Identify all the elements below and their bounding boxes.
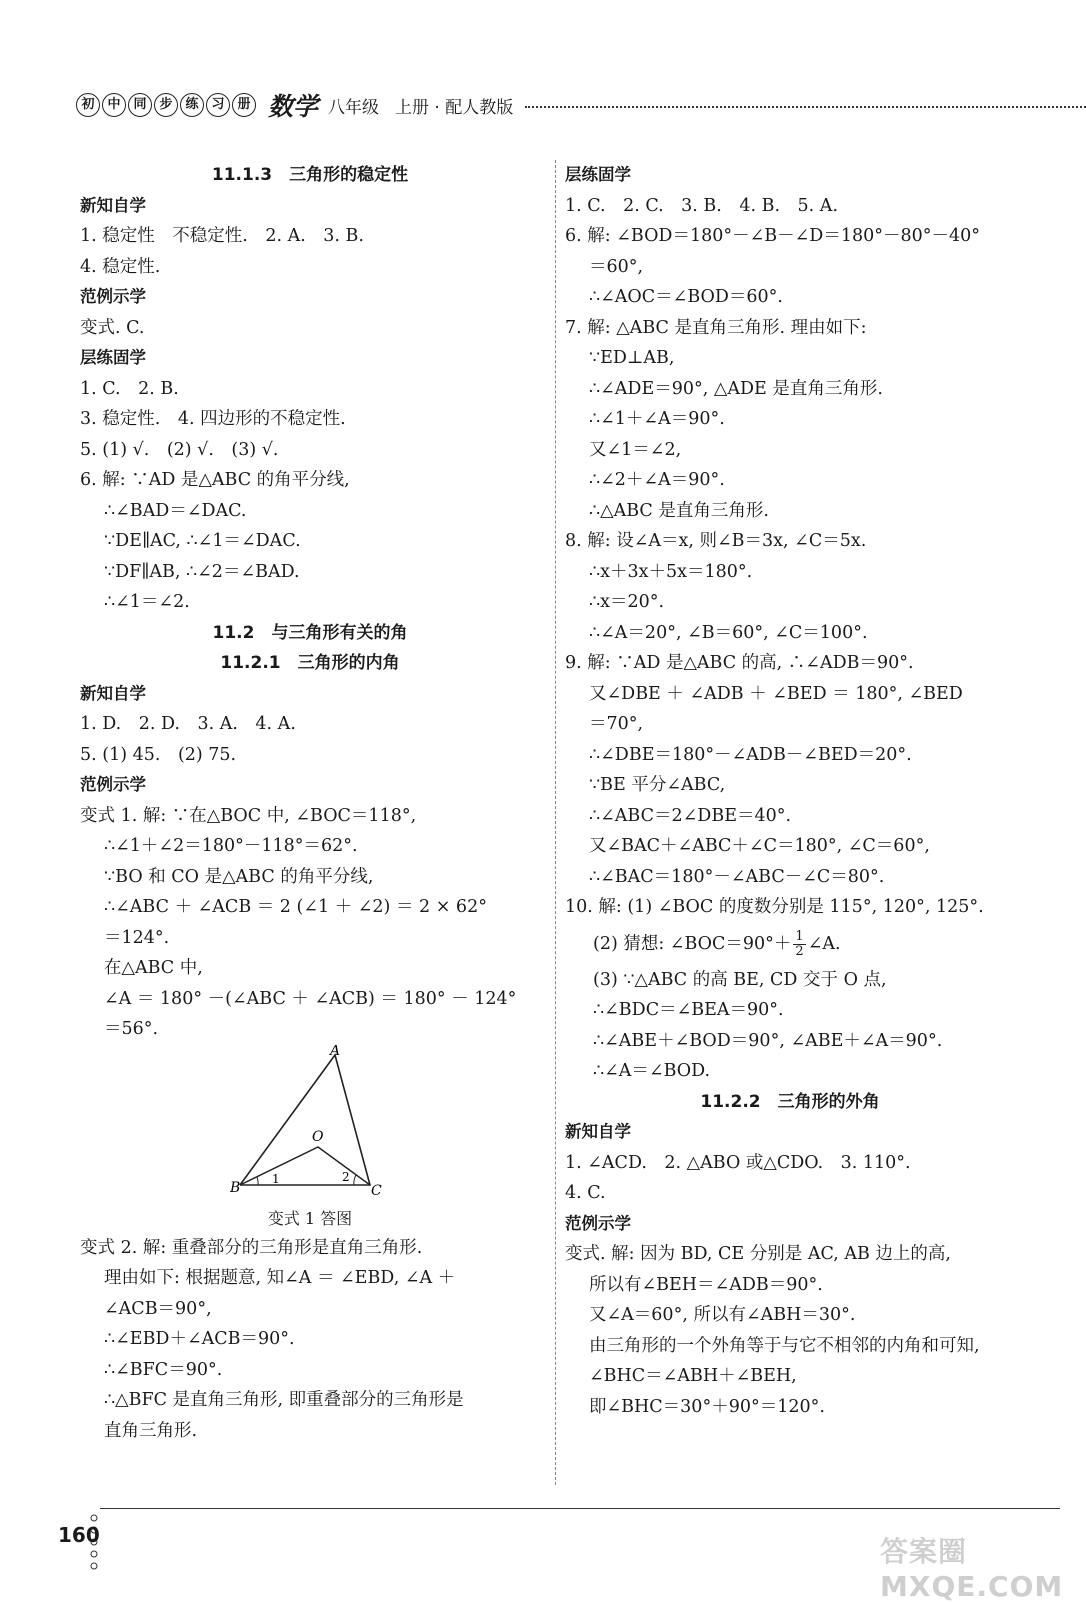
subheading: 范例示学 xyxy=(80,287,146,306)
answer-text: ∠A. xyxy=(807,933,841,954)
section-title: 11.2.1 三角形的内角 xyxy=(220,653,400,673)
answer-line: 又∠DBE ＋ ∠ADB ＋ ∠BED ＝ 180°, ∠BED xyxy=(589,683,963,704)
answer-line: 8. 解: 设∠A＝x, 则∠B＝3x, ∠C＝5x. xyxy=(565,531,867,551)
answer-line: ∴∠1＋∠A＝90°. xyxy=(589,409,725,429)
answer-line: 6. 解: ∠BOD＝180°－∠B－∠D＝180°－80°－40° xyxy=(565,226,981,246)
subheading: 范例示学 xyxy=(80,775,146,794)
answer-line: 变式 2. 解: 重叠部分的三角形是直角三角形. xyxy=(80,1237,423,1258)
answer-line: ∠A ＝ 180° －(∠ABC ＋ ∠ACB) ＝ 180° － 124° xyxy=(104,988,517,1009)
subheading: 层练固学 xyxy=(80,348,146,367)
answer-line: ∠BHC＝∠ABH＋∠BEH, xyxy=(589,1366,797,1386)
subject-title: 数学 xyxy=(268,92,319,121)
answer-line: ＝56°. xyxy=(104,1019,159,1039)
answer-line: 4. 稳定性. xyxy=(80,256,161,277)
series-char: 步 xyxy=(154,93,178,117)
answer-line: 变式 1. 解: ∵在△BOC 中, ∠BOC＝118°, xyxy=(80,805,417,826)
answer-line: 5. (1) √. (2) √. (3) √. xyxy=(80,439,279,460)
triangle-abc xyxy=(240,1055,370,1185)
answer-line: 1. C. 2. B. xyxy=(80,378,179,399)
answer-line: 1. ∠ACD. 2. △ABO 或△CDO. 3. 110°. xyxy=(565,1152,911,1173)
answer-line: ∴∠A＝20°, ∠B＝60°, ∠C＝100°. xyxy=(589,622,868,643)
section-title: 11.2.2 三角形的外角 xyxy=(700,1091,880,1112)
subheading: 范例示学 xyxy=(565,1213,631,1233)
vertex-c-label: C xyxy=(371,1182,382,1195)
answer-line: ∴∠DBE＝180°－∠ADB－∠BED＝20°. xyxy=(589,744,912,765)
answer-line: ∴∠BDC＝∠BEA＝90°. xyxy=(593,1000,784,1020)
answer-text: (2) 猜想: ∠BOC＝90°＋ xyxy=(593,933,792,954)
answer-line: ∴∠AOC＝∠BOD＝60°. xyxy=(589,287,783,307)
answer-line: ∵DE∥AC, ∴∠1＝∠DAC. xyxy=(104,531,301,551)
answer-line: 6. 解: ∵AD 是△ABC 的角平分线, xyxy=(80,470,350,490)
answer-line-fraction xyxy=(565,923,1015,965)
subheading: 新知自学 xyxy=(80,683,146,703)
section-title: 11.2 与三角形有关的角 xyxy=(212,622,408,643)
answer-line: ∴∠A＝∠BOD. xyxy=(593,1061,711,1081)
footer-rule xyxy=(100,1508,1060,1509)
grade-label: 八年级 xyxy=(328,97,380,118)
answer-line: 由三角形的一个外角等于与它不相邻的内角和可知, xyxy=(589,1335,980,1356)
fraction-numerator: 1 xyxy=(795,928,804,944)
subheading: 层练固学 xyxy=(565,165,631,184)
answer-line: ∴∠BAD＝∠DAC. xyxy=(104,500,247,521)
page-header xyxy=(76,88,1086,122)
watermark: 答案圈 MXQE.COM xyxy=(880,1535,1064,1603)
triangle-diagram xyxy=(230,1045,400,1195)
answer-line: 变式. 解: 因为 BD, CE 分别是 AC, AB 边上的高, xyxy=(565,1244,951,1264)
answer-line: ∴△ABC 是直角三角形. xyxy=(589,500,769,521)
answer-line: ∴∠1＋∠2＝180°－118°＝62°. xyxy=(104,836,358,856)
volume-label: 上册 · 配人教版 xyxy=(395,97,514,118)
answer-line: ∠ACB＝90°, xyxy=(104,1298,212,1319)
vertex-b-label: B xyxy=(230,1179,241,1195)
answer-line: ∴∠ADE＝90°, △ADE 是直角三角形. xyxy=(589,378,883,399)
answer-line: 1. 稳定性 不稳定性. 2. A. 3. B. xyxy=(80,226,364,246)
header-dotted-rule xyxy=(525,106,1086,108)
answer-line: 7. 解: △ABC 是直角三角形. 理由如下: xyxy=(565,317,867,338)
answer-line: ∴∠EBD＋∠ACB＝90°. xyxy=(104,1329,295,1349)
answer-line: ∵BE 平分∠ABC, xyxy=(589,775,726,795)
subheading: 新知自学 xyxy=(565,1122,631,1141)
answer-line: ∴∠2＋∠A＝90°. xyxy=(589,470,725,490)
page-number: 160 xyxy=(58,1523,100,1547)
answer-line: 在△ABC 中, xyxy=(104,958,203,978)
subheading: 新知自学 xyxy=(80,195,146,215)
answer-line: ∴∠ABC＝2∠DBE＝40°. xyxy=(589,805,792,826)
right-column xyxy=(565,160,1015,1422)
answer-line: ∴∠1＝∠2. xyxy=(104,592,190,612)
figure-caption: 变式 1 答图 xyxy=(267,1208,353,1228)
answer-line: ∵ED⊥AB, xyxy=(589,348,675,368)
fraction-one-half xyxy=(793,930,805,959)
answer-line: 即∠BHC＝30°＋90°＝120°. xyxy=(589,1396,825,1417)
series-char: 习 xyxy=(206,93,230,117)
answer-line: ∴∠ABC ＋ ∠ACB ＝ 2 (∠1 ＋ ∠2) ＝ 2 × 62° xyxy=(104,897,487,917)
answer-line: ∴△BFC 是直角三角形, 即重叠部分的三角形是 xyxy=(104,1390,464,1410)
answer-line: ∵BO 和 CO 是△ABC 的角平分线, xyxy=(104,866,374,887)
answer-line: ＝124°. xyxy=(104,927,170,948)
answer-line: 10. 解: (1) ∠BOC 的度数分别是 115°, 120°, 125°. xyxy=(565,897,984,917)
answer-line: 1. D. 2. D. 3. A. 4. A. xyxy=(80,714,296,734)
answer-line: ∴x＝20°. xyxy=(589,592,665,612)
point-o-label: O xyxy=(312,1128,324,1145)
answer-line: 又∠A＝60°, 所以有∠ABH＝30°. xyxy=(589,1305,856,1325)
answer-line: ∴∠BFC＝90°. xyxy=(104,1359,223,1380)
answer-line: 所以有∠BEH＝∠ADB＝90°. xyxy=(589,1274,823,1295)
answer-line: 1. C. 2. C. 3. B. 4. B. 5. A. xyxy=(565,195,839,216)
answer-line: ∴x＋3x＋5x＝180°. xyxy=(589,561,753,582)
answer-line: 又∠BAC＋∠ABC＋∠C＝180°, ∠C＝60°, xyxy=(589,836,930,856)
column-divider xyxy=(555,160,556,1485)
vertex-a-label: A xyxy=(330,1044,341,1059)
angle-1-label: 1 xyxy=(272,1171,280,1186)
series-title xyxy=(76,93,256,117)
answer-line: ＝70°, xyxy=(589,714,644,734)
series-char: 练 xyxy=(180,93,204,117)
series-char: 册 xyxy=(232,93,256,117)
angle-2-label: 2 xyxy=(342,1169,350,1184)
fraction-denominator: 2 xyxy=(795,943,804,959)
answer-line: ∵DF∥AB, ∴∠2＝∠BAD. xyxy=(104,561,300,582)
series-char: 中 xyxy=(102,93,126,117)
answer-line: ∴∠BAC＝180°－∠ABC－∠C＝80°. xyxy=(589,866,885,887)
answer-line: 5. (1) 45. (2) 75. xyxy=(80,744,237,765)
left-column xyxy=(80,160,540,1446)
angle-2-arc xyxy=(354,1175,356,1185)
section-title: 11.1.3 三角形的稳定性 xyxy=(211,165,409,185)
answer-line: 理由如下: 根据题意, 知∠A ＝ ∠EBD, ∠A ＋ xyxy=(104,1268,456,1288)
series-char: 初 xyxy=(76,93,100,117)
angle-1-arc xyxy=(257,1177,258,1185)
answer-line: 3. 稳定性. 4. 四边形的不稳定性. xyxy=(80,409,346,429)
answer-line: 4. C. xyxy=(565,1183,606,1203)
answer-line: 变式. C. xyxy=(80,317,145,338)
answer-line: ＝60°, xyxy=(589,256,644,277)
answer-line: ∴∠ABE＋∠BOD＝90°, ∠ABE＋∠A＝90°. xyxy=(593,1030,943,1051)
answer-line: (3) ∵△ABC 的高 BE, CD 交于 O 点, xyxy=(593,969,887,990)
angle-bisectors xyxy=(240,1147,370,1185)
series-char: 同 xyxy=(128,93,152,117)
answer-line: 又∠1＝∠2, xyxy=(589,439,682,460)
answer-line: 直角三角形. xyxy=(104,1420,198,1441)
triangle-figure xyxy=(80,1045,540,1205)
answer-line: 9. 解: ∵AD 是△ABC 的高, ∴∠ADB＝90°. xyxy=(565,653,914,673)
